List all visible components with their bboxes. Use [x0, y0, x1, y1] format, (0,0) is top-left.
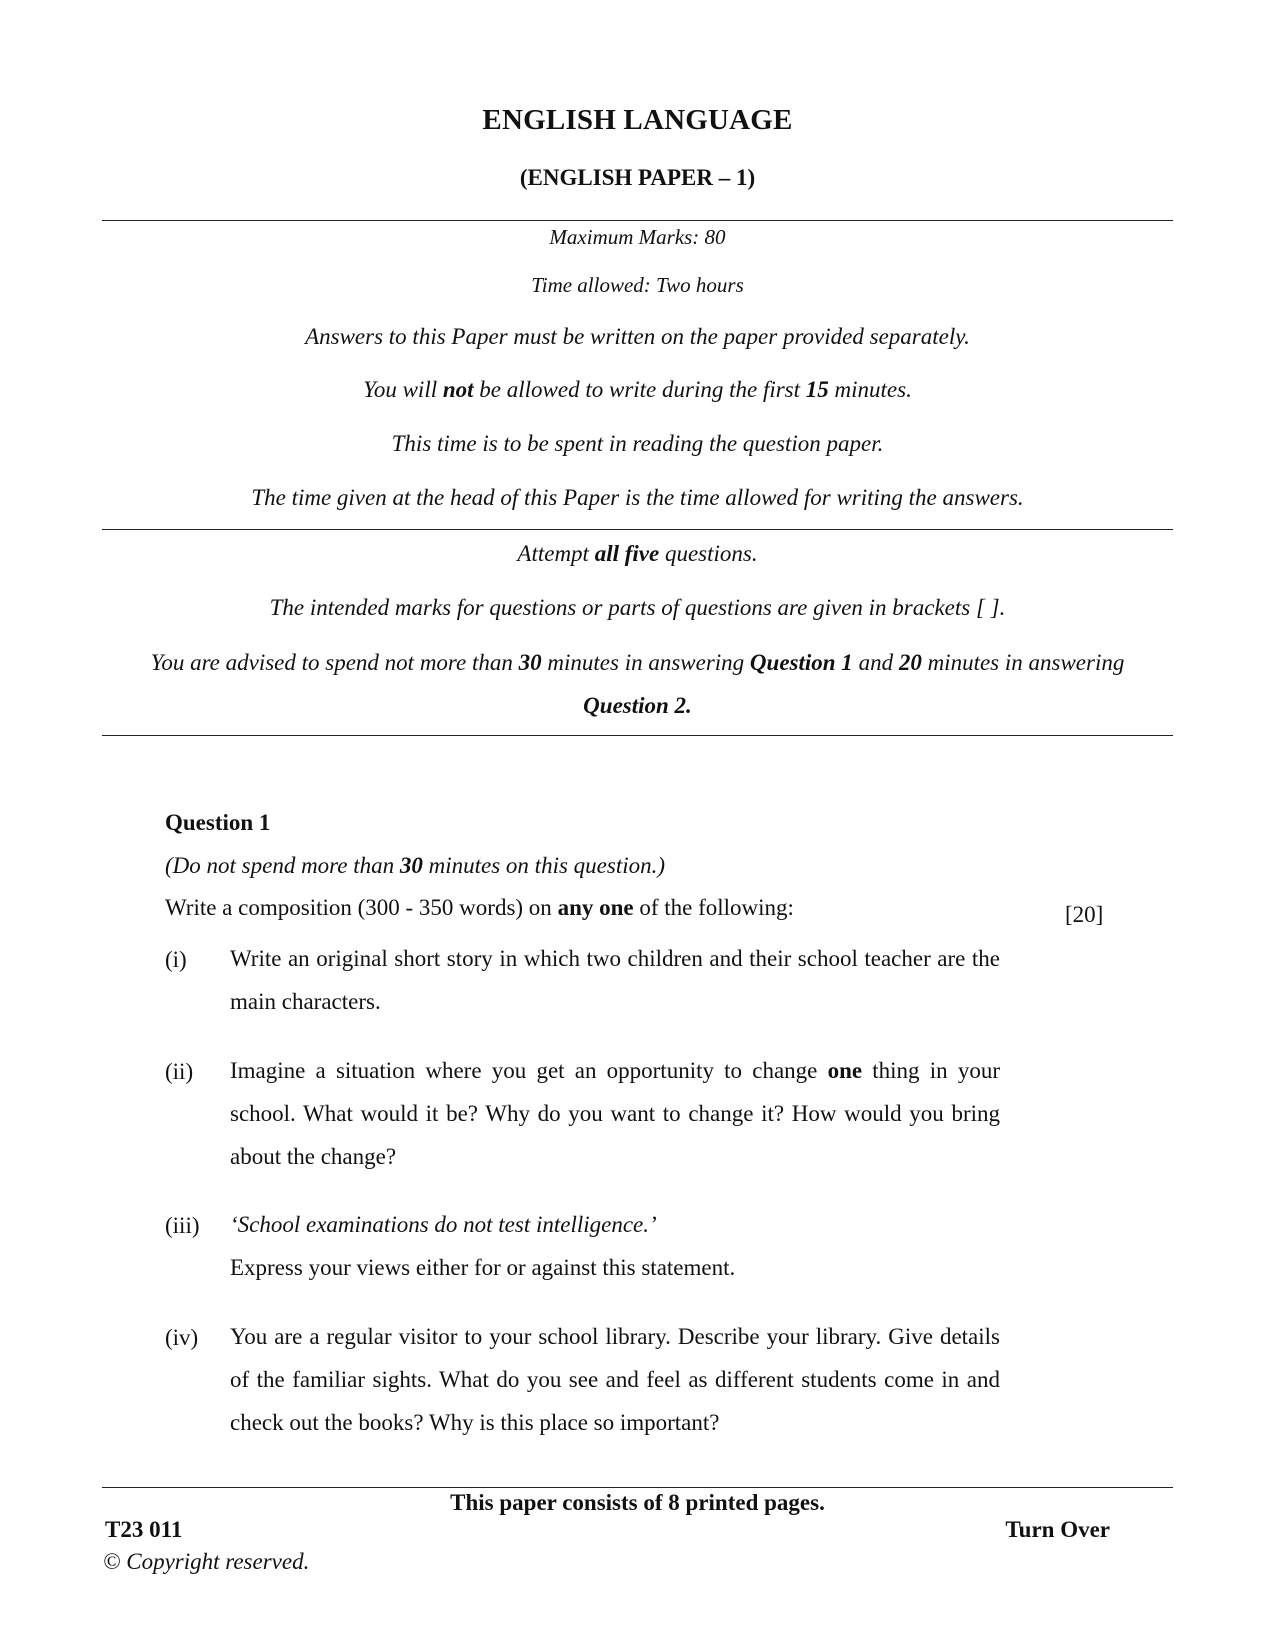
divider-middle	[102, 529, 1173, 530]
question-heading: Question 1	[165, 810, 271, 835]
attempt-instruction: Attempt all five questions.	[517, 541, 758, 566]
divider-bottom	[102, 735, 1173, 736]
time-allowed: Time allowed: Two hours	[531, 273, 744, 297]
time-given-instruction: The time given at the head of this Paper is the time allowed for writing the answers.	[251, 485, 1024, 510]
turn-over-label: Turn Over	[1005, 1517, 1110, 1542]
option-number: (iv)	[165, 1325, 199, 1350]
max-marks: Maximum Marks: 80	[549, 225, 726, 249]
option-text: Express your views either for or against this statement.	[230, 1255, 736, 1280]
paper-subtitle: (ENGLISH PAPER – 1)	[519, 165, 756, 190]
marks-note: The intended marks for questions or parts of questions are given in brackets [ ].	[269, 595, 1006, 620]
page-count-note: This paper consists of 8 printed pages.	[450, 1490, 825, 1515]
question-marks: [20]	[1065, 902, 1104, 927]
copyright-notice: © Copyright reserved.	[103, 1549, 310, 1574]
divider-footer	[102, 1487, 1173, 1488]
option-text: You are a regular visitor to your school library. Describe your library. Give details of the familiar sights. What do you see and feel as different students come in and check out the books? Why is this place so important?	[230, 1324, 1000, 1435]
reading-time-instruction: This time is to be spent in reading the question paper.	[391, 431, 884, 456]
divider-top	[102, 220, 1173, 221]
option-number: (iii)	[165, 1213, 200, 1238]
option-text: Imagine a situation where you get an opportunity to change one thing in your school. What would it be? Why do you want to change it? How would you bring about the change?	[230, 1058, 1000, 1169]
time-advice-continued: Question 2.	[583, 693, 692, 718]
question-time-note: (Do not spend more than 30 minutes on this question.)	[165, 853, 666, 878]
option-text: Write an original short story in which two children and their school teacher are the main characters.	[230, 946, 1000, 1014]
question-intro: Write a composition (300 - 350 words) on any one of the following:	[165, 895, 794, 920]
time-advice: You are advised to spend not more than 30 minutes in answering Question 1 and 20 minutes in answering	[150, 650, 1125, 675]
paper-code: T23 011	[105, 1517, 183, 1542]
option-number: (ii)	[165, 1059, 194, 1084]
option-number: (i)	[165, 947, 187, 972]
not-allowed-instruction: You will not be allowed to write during the first 15 minutes.	[363, 377, 912, 402]
answers-instruction: Answers to this Paper must be written on the paper provided separately.	[305, 324, 970, 349]
paper-title: ENGLISH LANGUAGE	[482, 104, 793, 136]
option-quote: ‘School examinations do not test intelligence.’	[230, 1212, 657, 1237]
